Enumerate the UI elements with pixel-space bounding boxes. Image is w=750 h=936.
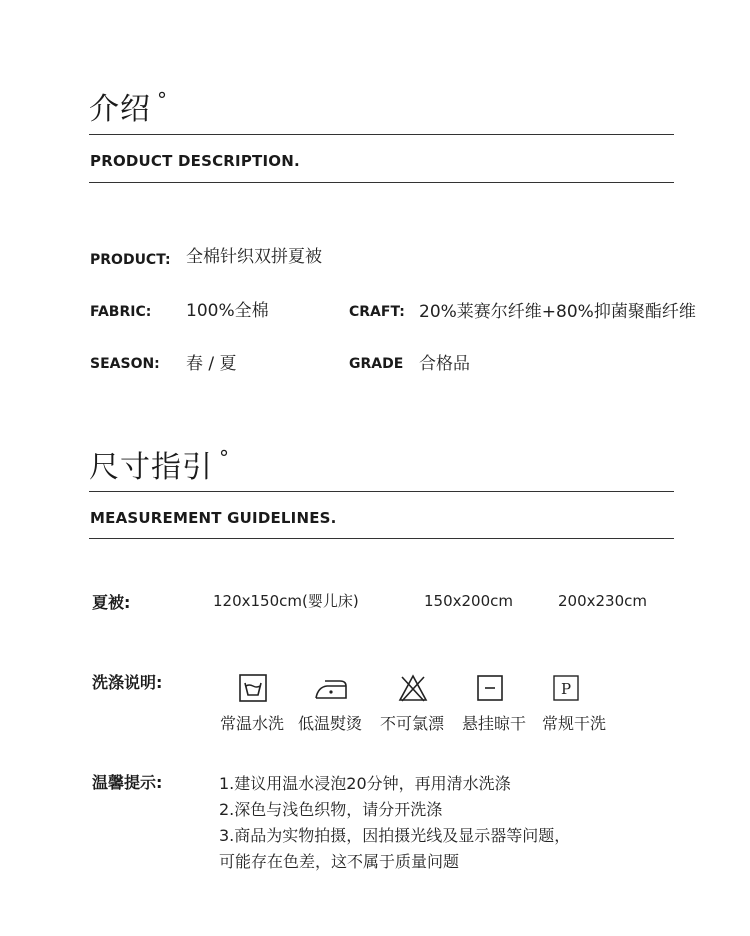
tip-line-1: 1.建议用温水浸泡20分钟，再用清水洗涤 — [219, 774, 511, 793]
grade-value: 合格品 — [419, 354, 470, 374]
wash-tub-icon — [239, 674, 267, 702]
size-label: 夏被: — [92, 593, 131, 612]
dry-clean-glyph: P — [560, 680, 572, 698]
season-label: SEASON: — [90, 356, 160, 372]
craft-label: CRAFT: — [349, 304, 405, 320]
fabric-label: FABRIC: — [90, 304, 152, 320]
intro-title-text: 介绍 — [89, 92, 151, 127]
measure-bottom-divider — [89, 538, 674, 539]
fabric-value: 100%全棉 — [186, 301, 269, 321]
measure-top-divider — [89, 491, 674, 492]
care-label-hang: 悬挂晾干 — [462, 714, 527, 733]
size-value-2: 150x200cm — [424, 592, 513, 610]
dry-clean-p-icon — [553, 675, 579, 701]
care-label-iron: 低温熨烫 — [298, 714, 363, 733]
measure-title — [89, 440, 230, 486]
care-label-wash: 常温水洗 — [220, 714, 285, 733]
intro-bottom-divider — [89, 182, 674, 183]
measure-title-text: 尺寸指引 — [89, 450, 213, 485]
craft-value: 20%莱赛尔纤维+80%抑菌聚酯纤维 — [419, 302, 696, 322]
product-value: 全棉针织双拼夏被 — [186, 247, 322, 267]
washing-label: 洗涤说明: — [92, 673, 163, 692]
size-value-1: 120x150cm(婴儿床) — [213, 592, 359, 610]
season-value: 春 / 夏 — [186, 354, 237, 374]
intro-title — [89, 82, 168, 128]
grade-label: GRADE — [349, 356, 404, 372]
intro-degree-mark: ° — [157, 88, 168, 112]
tip-line-2: 2.深色与浅色织物，请分开洗涤 — [219, 800, 443, 819]
iron-icon — [313, 674, 349, 702]
product-label: PRODUCT: — [90, 252, 171, 268]
tip-line-3: 3.商品为实物拍摄，因拍摄光线及显示器等问题， — [219, 826, 571, 845]
measure-subtitle: MEASUREMENT GUIDELINES. — [90, 509, 337, 527]
tip-line-4: 可能存在色差，这不属于质量问题 — [219, 852, 460, 871]
care-label-dryclean: 常规干洗 — [542, 714, 607, 733]
care-label-bleach: 不可氯漂 — [380, 714, 445, 733]
intro-top-divider — [89, 134, 674, 135]
hang-dry-icon — [477, 675, 503, 701]
tips-label: 温馨提示: — [92, 773, 163, 792]
measure-degree-mark: ° — [219, 446, 230, 470]
tips-list — [219, 771, 570, 875]
intro-subtitle: PRODUCT DESCRIPTION. — [90, 152, 300, 170]
no-bleach-icon — [398, 673, 428, 703]
size-value-3: 200x230cm — [558, 592, 647, 610]
